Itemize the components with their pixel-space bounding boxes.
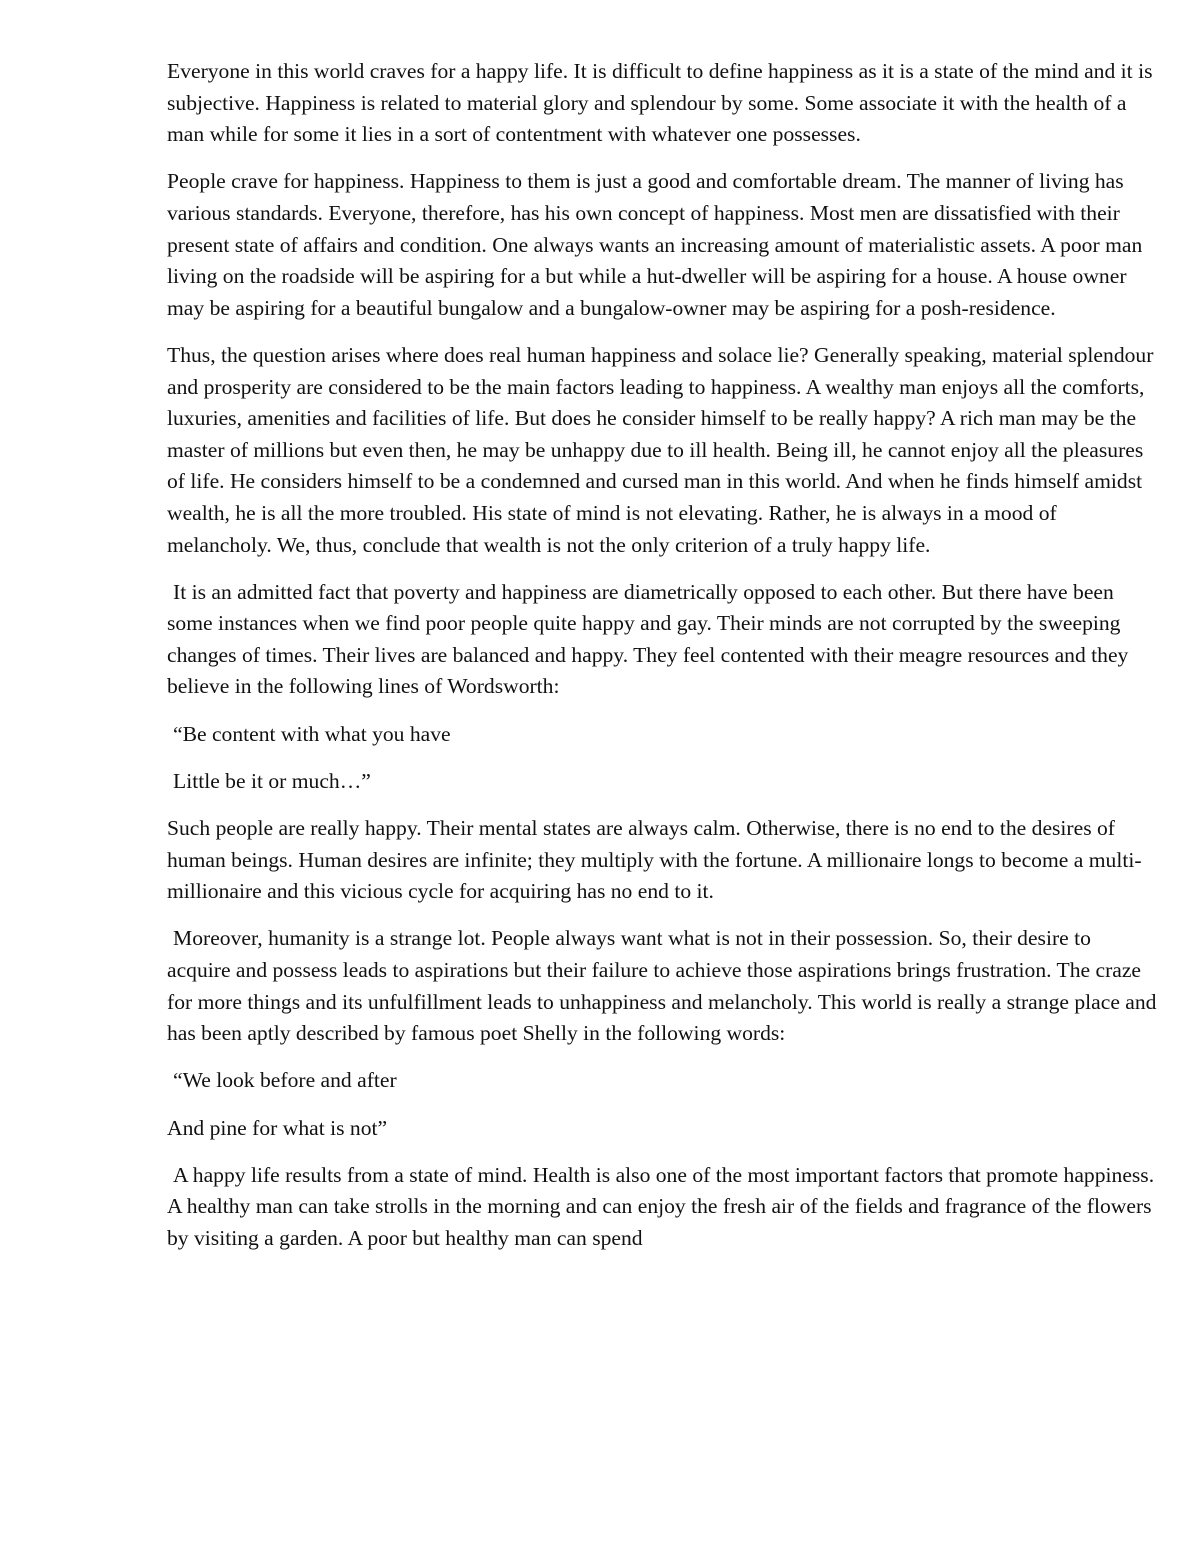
paragraph-desires: Such people are really happy. Their mental states are always calm. Otherwise, there is no end to the desires of human beings. Human desires are infinite; they multiply with the fortune. A millionaire longs to become a multi-millionaire and this vicious cycle for acquiring has no end to it. [167,816,1142,904]
paragraph-intro: Everyone in this world craves for a happy life. It is difficult to define happiness as it is a state of the mind and it is subjective. Happiness is related to material glory and splendour by some. Some associate it with the health of a man while for some it lies in a sort of contentment with whatever one possesses. [167,59,1153,147]
paragraph-humanity: Moreover, humanity is a strange lot. People always want what is not in their possession. So, their desire to acquire and possess leads to aspirations but their failure to achieve those aspirations brings frustration. The craze for more things and its unfulfillment leads to unhappiness and melancholy. This world is really a strange place and has been aptly described by famous poet Shelly in the following words: [167,926,1157,1046]
quote-wordsworth-line-2: Little be it or much…” [173,768,371,793]
quote-shelly-line-1: “We look before and after [173,1068,397,1093]
paragraph-real-happiness: Thus, the question arises where does real human happiness and solace lie? Generally speaking, material splendour and prosperity are considered to be the main factors leading to happiness. A wealthy man enjoys all the comforts, luxuries, amenities and facilities of life. But does he consider himself to be really happy? A rich man may be the master of millions but even then, he may be unhappy due to ill health. Being ill, he cannot enjoy all the pleasures of life. He considers himself to be a condemned and cursed man in this world. And when he finds himself amidst wealth, he is all the more troubled. His state of mind is not elevating. Rather, he is always in a mood of melancholy. We, thus, conclude that wealth is not the only criterion of a truly happy life. [167,342,1154,557]
quote-shelly-line-2: And pine for what is not” [167,1115,388,1140]
document-page [167,56,1157,1255]
quote-wordsworth-line-1: “Be content with what you have [173,721,451,746]
paragraph-crave-happiness: People crave for happiness. Happiness to them is just a good and comfortable dream. The manner of living has various standards. Everyone, therefore, has his own concept of happiness. Most men are dissatisfied with their present state of affairs and condition. One always wants an increasing amount of materialistic assets. A poor man living on the roadside will be aspiring for a but while a hut-dweller will be aspiring for a house. A house owner may be aspiring for a beautiful bungalow and a bungalow-owner may be aspiring for a posh-residence. [167,169,1143,320]
paragraph-poverty: It is an admitted fact that poverty and happiness are diametrically opposed to each other. But there have been some instances when we find poor people quite happy and gay. Their minds are not corrupted by the sweeping changes of times. Their lives are balanced and happy. They feel contented with their meagre resources and they believe in the following lines of Wordsworth: [167,579,1129,699]
paragraph-health: A happy life results from a state of mind. Health is also one of the most important factors that promote happiness. A healthy man can take strolls in the morning and can enjoy the fresh air of the fields and fragrance of the flowers by visiting a garden. A poor but healthy man can spend [167,1162,1155,1250]
